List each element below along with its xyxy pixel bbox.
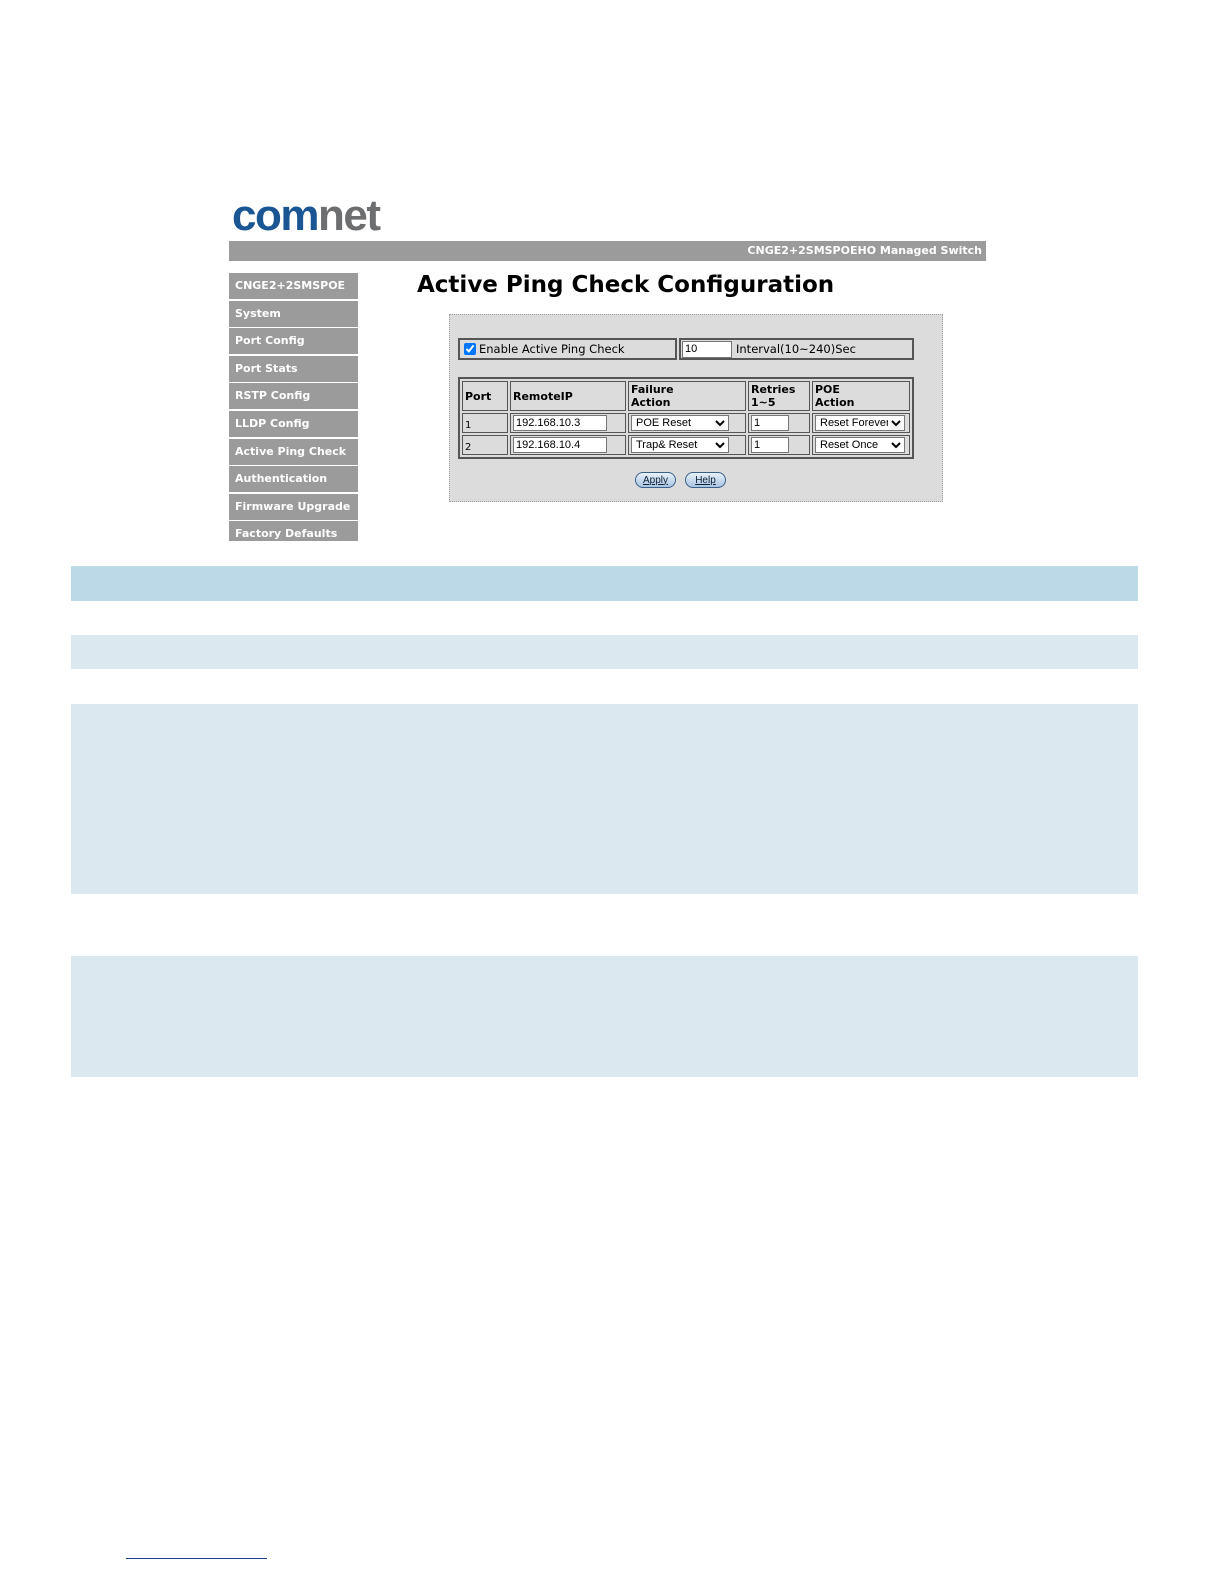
sidebar-item-port-config[interactable]: Port Config [229,328,358,354]
table-row [462,435,910,455]
table-band-row [71,704,1138,894]
sidebar-item-port-stats[interactable]: Port Stats [229,356,358,382]
page-title: Active Ping Check Configuration [417,272,835,298]
failure-action-cell [628,435,746,455]
failure-action-cell [628,413,746,433]
header-title: CNGE2+2SMSPOEHO Managed Switch [747,244,982,257]
footnote-divider [126,1558,267,1559]
retries-header: Retries 1~5 [748,381,810,411]
logo-com-text: com [232,191,318,240]
sidebar-item-system[interactable]: System [229,301,358,327]
sidebar-item-authentication[interactable]: Authentication [229,466,358,492]
comnet-logo [232,191,380,240]
port-header: Port [462,381,508,411]
enable-ping-check-checkbox[interactable] [464,343,476,355]
port-cell: 1 [462,413,508,433]
sidebar [229,273,358,541]
enable-ping-check-group [458,338,677,360]
poe-action-select[interactable] [815,415,905,431]
poe-action-header: POE Action [812,381,910,411]
sidebar-item-cnge2-2smspoe[interactable]: CNGE2+2SMSPOE [229,273,358,299]
apply-button[interactable]: Apply [635,472,676,488]
table-row [462,413,910,433]
port-cell: 2 [462,435,508,455]
sidebar-item-rstp-config[interactable]: RSTP Config [229,383,358,409]
failure-action-select[interactable] [631,415,729,431]
interval-group [679,338,914,360]
help-button[interactable]: Help [685,472,726,488]
sidebar-item-lldp-config[interactable]: LLDP Config [229,411,358,437]
remote-ip-input[interactable] [513,437,607,453]
remote-ip-cell [510,435,626,455]
retries-cell [748,435,810,455]
table-band-row [71,956,1138,1077]
config-panel [449,314,943,502]
sidebar-item-factory-defaults[interactable]: Factory Defaults [229,521,358,541]
retries-cell [748,413,810,433]
remote-ip-header: RemoteIP [510,381,626,411]
header-bar [229,241,986,261]
table-band-row [71,635,1138,669]
poe-action-cell [812,435,910,455]
poe-action-cell [812,413,910,433]
sidebar-item-firmware-upgrade[interactable]: Firmware Upgrade [229,494,358,520]
remote-ip-input[interactable] [513,415,607,431]
interval-input[interactable] [682,341,732,358]
interval-label: Interval(10~240)Sec [736,342,856,356]
remote-ip-cell [510,413,626,433]
ping-check-table [458,377,914,459]
failure-action-header: Failure Action [628,381,746,411]
poe-action-select[interactable] [815,437,905,453]
enable-ping-check-label: Enable Active Ping Check [479,342,625,356]
sidebar-item-active-ping-check[interactable]: Active Ping Check [229,439,358,465]
failure-action-select[interactable] [631,437,729,453]
retries-input[interactable] [751,415,789,431]
logo-net-text: net [317,191,380,240]
table-band-header [71,566,1138,601]
retries-input[interactable] [751,437,789,453]
